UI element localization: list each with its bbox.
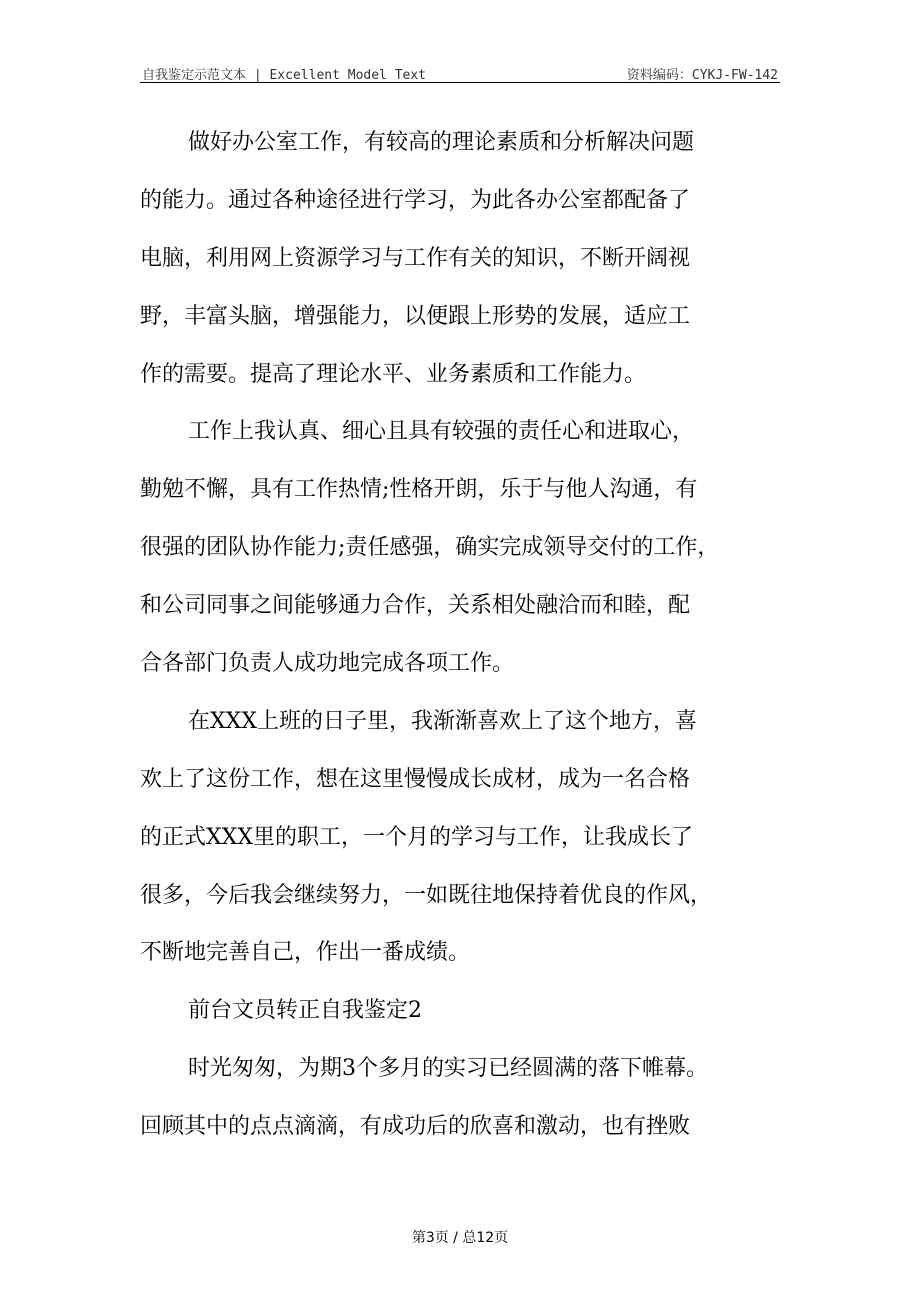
paragraph-line: 回顾其中的点点滴滴，有成功后的欣喜和激动，也有挫败 [140, 1114, 691, 1140]
document-body [140, 120, 790, 1162]
paragraph-line: 时光匆匆，为期3个多月的实习已经圆满的落下帷幕。 [188, 1056, 708, 1082]
document-code: 资料编码：CYKJ-FW-142 [626, 68, 778, 83]
paragraph-line: 野，丰富头脑，增强能力，以便跟上形势的发展，适应工 [140, 303, 691, 329]
paragraph-line: 电脑，利用网上资源学习与工作有关的知识，不断开阔视 [140, 245, 691, 271]
page-header [140, 60, 780, 83]
page-number: 第3页 / 总12页 [411, 1230, 509, 1246]
paragraph-line: 很多，今后我会继续努力，一如既往地保持着优良的作风， [140, 882, 713, 908]
header-title: 自我鉴定示范文本 | Excellent Model Text [142, 68, 427, 83]
paragraph-line: 欢上了这份工作，想在这里慢慢成长成材，成为一名合格 [140, 766, 691, 792]
paragraph-line: 工作上我认真、细心且具有较强的责任心和进取心， [188, 419, 695, 445]
paragraph-line: 勤勉不懈，具有工作热情;性格开朗，乐于与他人沟通，有 [140, 477, 698, 503]
paragraph-line: 的正式XXX里的职工，一个月的学习与工作，让我成长了 [140, 824, 693, 850]
paragraph-line: 很强的团队协作能力;责任感强，确实完成领导交付的工作， [140, 535, 720, 561]
paragraph-line: 和公司同事之间能够通力合作，关系相处融洽而和睦，配 [140, 593, 691, 619]
paragraph-line: 不断地完善自己，作出一番成绩。 [140, 940, 471, 966]
paragraph-line: 作的需要。提高了理论水平、业务素质和工作能力。 [140, 361, 647, 387]
section-heading: 前台文员转正自我鉴定2 [188, 998, 422, 1024]
paragraph-line: 在XXX上班的日子里，我渐渐喜欢上了这个地方，喜 [188, 708, 697, 734]
paragraph-line: 做好办公室工作，有较高的理论素质和分析解决问题 [188, 130, 695, 155]
paragraph-line: 的能力。通过各种途径进行学习，为此各办公室都配备了 [140, 187, 691, 213]
page-footer [0, 1227, 920, 1247]
paragraph-line: 合各部门负责人成功地完成各项工作。 [140, 651, 515, 677]
